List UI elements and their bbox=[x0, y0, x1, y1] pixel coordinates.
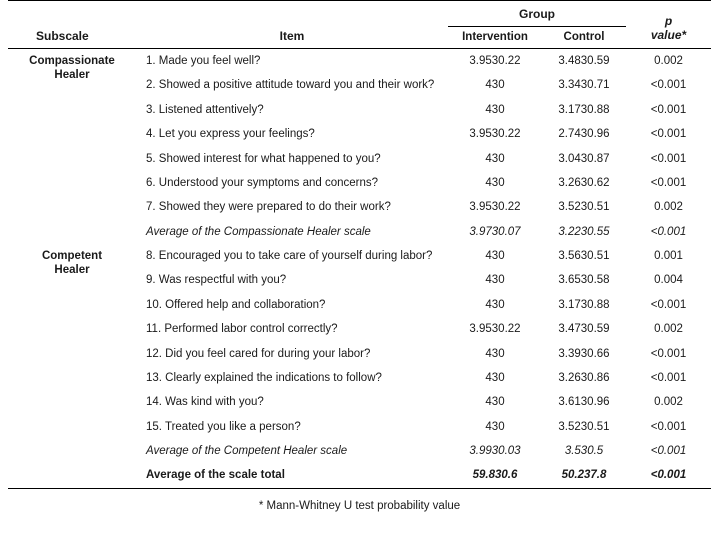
value-p: <0.001 bbox=[650, 347, 687, 360]
item-label: Average of the Compassionate Healer scale bbox=[146, 225, 371, 238]
value-control: 3.5230.51 bbox=[558, 420, 610, 433]
subscale-competent-healer bbox=[8, 244, 136, 463]
total-spacer bbox=[8, 463, 136, 488]
value-p: <0.001 bbox=[650, 420, 687, 433]
value-intervention: 430 bbox=[485, 396, 505, 409]
value-intervention: 3.9530.22 bbox=[469, 128, 521, 141]
item-label: Average of the Competent Healer scale bbox=[146, 445, 348, 457]
results-table bbox=[8, 0, 711, 489]
value-p: 0.001 bbox=[654, 250, 683, 262]
item-label: 10. Offered help and collaboration? bbox=[146, 298, 326, 311]
item-label: 7. Showed they were prepared to do their work? bbox=[146, 201, 391, 214]
value-control: 50.237.8 bbox=[542, 463, 626, 488]
item-label: 13. Clearly explained the indications to follow? bbox=[146, 371, 382, 384]
value-control: 3.3430.71 bbox=[558, 79, 610, 92]
value-p: <0.001 bbox=[650, 128, 687, 141]
subscale-compassionate-healer bbox=[8, 49, 136, 245]
value-intervention: 430 bbox=[485, 274, 505, 287]
value-control: 3.2230.55 bbox=[558, 225, 610, 238]
subscale-label-line1: Competent bbox=[41, 250, 103, 262]
value-intervention: 430 bbox=[485, 298, 505, 311]
value-control: 3.6530.58 bbox=[558, 274, 610, 287]
value-p: <0.001 bbox=[650, 79, 687, 92]
value-control: 3.530.5 bbox=[564, 445, 604, 457]
value-p: <0.001 bbox=[650, 371, 687, 384]
value-intervention: 430 bbox=[485, 103, 505, 116]
value-control: 3.4830.59 bbox=[558, 55, 610, 67]
value-p: 0.002 bbox=[654, 201, 683, 214]
value-p: <0.001 bbox=[626, 463, 711, 488]
value-intervention: 3.9930.03 bbox=[469, 445, 521, 457]
value-intervention: 430 bbox=[485, 152, 505, 165]
value-control: 3.3930.66 bbox=[558, 347, 610, 360]
subscale-label-line2: Healer bbox=[54, 69, 90, 82]
value-control: 3.1730.88 bbox=[558, 103, 610, 116]
value-intervention: 3.9730.07 bbox=[469, 225, 521, 238]
value-intervention: 430 bbox=[485, 176, 505, 189]
value-control: 3.2630.62 bbox=[558, 176, 610, 189]
item-label: 14. Was kind with you? bbox=[146, 396, 264, 409]
subscale-label-line1: Compassionate bbox=[29, 55, 115, 67]
item-label: 4. Let you express your feelings? bbox=[146, 128, 315, 141]
value-control: 3.1730.88 bbox=[558, 298, 610, 311]
item-label: 2. Showed a positive attitude toward you and their work? bbox=[146, 79, 435, 92]
value-p: 0.002 bbox=[654, 396, 683, 409]
column-header-group: Group bbox=[448, 1, 626, 27]
value-control: 2.7430.96 bbox=[558, 128, 610, 141]
value-p: <0.001 bbox=[650, 152, 687, 165]
value-p: 0.004 bbox=[654, 274, 683, 287]
value-p: <0.001 bbox=[650, 225, 687, 238]
table-row bbox=[8, 244, 711, 268]
value-control: 3.5630.51 bbox=[558, 250, 610, 262]
p-italic: p bbox=[664, 14, 673, 29]
table-body bbox=[8, 49, 711, 489]
table-row bbox=[8, 49, 711, 74]
value-control: 3.0430.87 bbox=[558, 152, 610, 165]
value-intervention: 3.9530.22 bbox=[469, 55, 521, 67]
column-header-control: Control bbox=[542, 27, 626, 49]
column-header-item: Item bbox=[136, 1, 448, 49]
column-header-p-value bbox=[626, 1, 711, 49]
value-intervention: 430 bbox=[485, 79, 505, 92]
item-label: 11. Performed labor control correctly? bbox=[146, 323, 338, 336]
value-p: <0.001 bbox=[650, 176, 687, 189]
value-p: 0.002 bbox=[654, 55, 683, 67]
value-intervention: 3.9530.22 bbox=[469, 323, 521, 336]
value-control: 3.6130.96 bbox=[558, 396, 610, 409]
table-footnote: * Mann-Whitney U test probability value bbox=[258, 499, 461, 512]
item-label: 6. Understood your symptoms and concerns? bbox=[146, 176, 379, 189]
value-p: <0.001 bbox=[650, 445, 687, 457]
value-control: 3.4730.59 bbox=[558, 323, 610, 336]
value-control: 3.5230.51 bbox=[558, 201, 610, 214]
value-p: <0.001 bbox=[650, 298, 687, 311]
table-row-total bbox=[8, 463, 711, 488]
value-intervention: 430 bbox=[485, 420, 505, 433]
value-intervention: 430 bbox=[485, 250, 505, 262]
column-header-intervention: Intervention bbox=[448, 27, 542, 49]
item-label: 9. Was respectful with you? bbox=[146, 274, 287, 287]
value-intervention: 430 bbox=[485, 347, 505, 360]
p-value-label: value* bbox=[650, 28, 687, 43]
value-p: 0.002 bbox=[654, 323, 683, 336]
item-label: 15. Treated you like a person? bbox=[146, 420, 301, 433]
subscale-label-line2: Healer bbox=[54, 264, 90, 277]
item-label: 1. Made you feel well? bbox=[146, 55, 261, 67]
item-label: 3. Listened attentively? bbox=[146, 103, 264, 116]
table-header bbox=[8, 1, 711, 49]
value-intervention: 3.9530.22 bbox=[469, 201, 521, 214]
item-label: 5. Showed interest for what happened to you? bbox=[146, 152, 381, 165]
item-label: 12. Did you feel cared for during your labor? bbox=[146, 347, 371, 360]
value-intervention: 430 bbox=[485, 371, 505, 384]
column-header-subscale: Subscale bbox=[8, 1, 136, 49]
item-label: 8. Encouraged you to take care of yourself during labor? bbox=[146, 250, 433, 262]
value-control: 3.2630.86 bbox=[558, 371, 610, 384]
value-intervention: 59.830.6 bbox=[448, 463, 542, 488]
item-label: Average of the scale total bbox=[136, 463, 448, 488]
value-p: <0.001 bbox=[650, 103, 687, 116]
